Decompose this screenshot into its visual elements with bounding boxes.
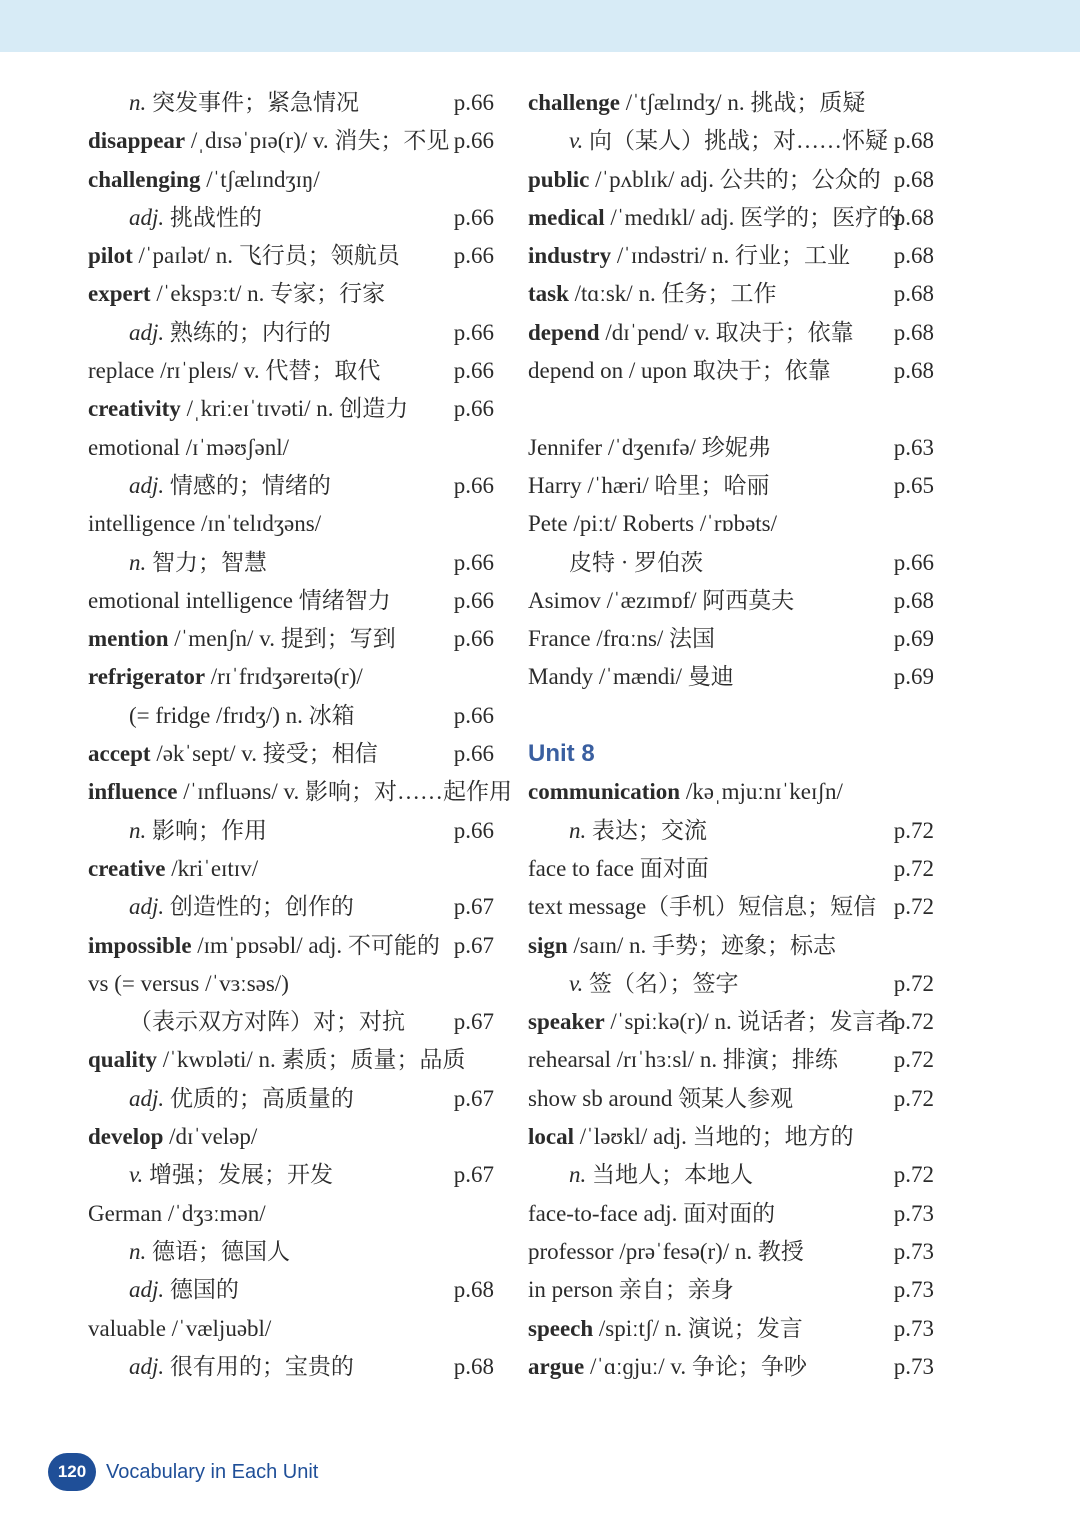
entry-text: [528, 818, 707, 843]
headword: accept: [88, 741, 151, 767]
entry-text: [88, 550, 267, 575]
headword: quality: [88, 1047, 158, 1073]
definition: /ˈpaɪlət/ n. 飞行员；领航员: [138, 243, 400, 269]
vocab-entry: [528, 505, 934, 543]
entry-text: [88, 1124, 257, 1149]
headword: mention: [88, 626, 169, 652]
proper-names-list: [528, 429, 934, 697]
vocab-entry: [528, 161, 934, 199]
definition: show sb around 领某人参观: [528, 1085, 794, 1111]
page-reference: p.66: [453, 587, 494, 613]
part-of-speech: adj.: [129, 319, 165, 345]
page-reference: p.72: [893, 1162, 934, 1188]
definition: /ˈkwɒləti/ n. 素质；质量；品质: [162, 1047, 466, 1073]
entry-text: [88, 281, 385, 306]
vocab-entry: [88, 429, 494, 467]
vocab-entry: [528, 1233, 934, 1271]
entry-text: [88, 588, 391, 613]
vocab-entry: [528, 927, 934, 965]
part-of-speech: v.: [129, 1162, 144, 1188]
part-of-speech: adj.: [129, 1353, 165, 1379]
page-reference: p.67: [453, 932, 494, 958]
definition: 德国的: [169, 1277, 239, 1303]
vocab-entry: [528, 544, 934, 582]
vocab-entry: [528, 314, 934, 352]
entry-text: [528, 779, 843, 804]
definition: /ˈspiːkə(r)/ n. 说话者；发言者: [610, 1009, 899, 1035]
entry-text: [88, 1009, 405, 1034]
entry-text: [528, 933, 836, 958]
part-of-speech: n.: [569, 817, 587, 843]
headword: disappear: [88, 128, 186, 154]
headword: communication: [528, 779, 681, 805]
entry-text: [528, 626, 715, 651]
headword: argue: [528, 1353, 585, 1379]
part-of-speech: v.: [569, 970, 584, 996]
vocab-entry: [88, 1195, 494, 1233]
entry-text: [528, 243, 850, 268]
entry-text: [528, 1162, 753, 1187]
definition: 当地人；本地人: [592, 1162, 753, 1188]
vocab-entry: [88, 352, 494, 390]
page-reference: p.68: [893, 281, 934, 307]
definition: /əkˈsept/ v. 接受；相信: [156, 741, 378, 767]
entry-text: [88, 856, 258, 881]
page-reference: p.73: [893, 1315, 934, 1341]
page-reference: p.68: [453, 1277, 494, 1303]
vocab-entry: [528, 1003, 934, 1041]
vocab-entry: [528, 1348, 934, 1386]
entry-text: [528, 664, 734, 689]
entry-text: [88, 1239, 290, 1264]
entry-text: [528, 511, 777, 536]
page-reference: p.66: [453, 817, 494, 843]
vocab-entry: [528, 1310, 934, 1348]
definition: /rɪˈfrɪdʒəreɪtə(r)/: [210, 664, 363, 690]
entry-text: [88, 1047, 466, 1072]
definition: /ˈɪndəstri/ n. 行业；工业: [616, 243, 851, 269]
definition: /spiːtʃ/ n. 演说；发言: [598, 1315, 803, 1341]
headword: public: [528, 166, 590, 192]
definition: 影响；作用: [152, 817, 267, 843]
definition: professor /prəˈfesə(r)/ n. 教授: [528, 1238, 804, 1264]
vocab-entry: [528, 888, 934, 926]
vocab-entry: [88, 812, 494, 850]
page-reference: p.66: [453, 626, 494, 652]
part-of-speech: n.: [129, 817, 147, 843]
definition: /ˈtʃælɪndʒ/ n. 挑战；质疑: [625, 90, 866, 115]
headword: expert: [88, 281, 151, 307]
vocab-entry: [88, 505, 494, 543]
definition: /tɑːsk/ n. 任务；工作: [574, 281, 777, 307]
page-reference: p.72: [893, 894, 934, 920]
vocab-entry: [88, 467, 494, 505]
headword: local: [528, 1124, 574, 1150]
vocab-entry: [88, 314, 494, 352]
entry-text: [528, 128, 888, 153]
entry-text: [88, 1086, 354, 1111]
definition: 皮特 · 罗伯茨: [569, 549, 704, 575]
vocab-entry: [528, 1118, 934, 1156]
vocab-entry: [528, 1041, 934, 1079]
entry-text: [88, 1354, 354, 1379]
page-reference: p.65: [893, 472, 934, 498]
page-number-badge: 120: [48, 1453, 96, 1491]
page-reference: p.66: [453, 702, 494, 728]
vocab-entry: [88, 927, 494, 965]
vocab-entry: [88, 237, 494, 275]
vocab-entry: [528, 237, 934, 275]
part-of-speech: adj.: [129, 472, 165, 498]
definition: emotional intelligence 情绪智力: [88, 587, 391, 613]
entry-text: [88, 779, 512, 804]
entry-text: [528, 1316, 803, 1341]
definition: /kəˌmjuːnɪˈkeɪʃn/: [685, 779, 843, 805]
definition: text message（手机）短信息；短信: [528, 894, 877, 920]
entry-text: [528, 167, 881, 192]
vocab-entry: [88, 544, 494, 582]
page-reference: p.73: [893, 1200, 934, 1226]
entry-text: [88, 664, 363, 689]
vocab-entry: [88, 84, 494, 122]
entry-text: [528, 971, 739, 996]
page-reference: p.72: [893, 1047, 934, 1073]
part-of-speech: n.: [129, 90, 147, 115]
vocab-entry: [528, 84, 934, 122]
page-reference: p.66: [893, 549, 934, 575]
vocab-entry: [88, 275, 494, 313]
definition: 挑战性的: [169, 204, 262, 230]
headword: influence: [88, 779, 178, 805]
page-reference: p.68: [893, 166, 934, 192]
entry-text: [88, 128, 449, 153]
page-reference: p.72: [893, 817, 934, 843]
vocab-entry: [528, 467, 934, 505]
definition: vs (= versus /ˈvɜːsəs/): [88, 970, 289, 996]
entry-text: [88, 358, 380, 383]
page-reference: p.66: [453, 396, 494, 422]
vocab-entry: [88, 658, 494, 696]
entry-text: [528, 1086, 793, 1111]
page-reference: p.66: [453, 128, 494, 154]
unit8-vocab-list: [528, 773, 934, 1386]
definition: /ˈmenʃn/ v. 提到；写到: [174, 626, 396, 652]
vocab-entry: [528, 1195, 934, 1233]
definition: Harry /ˈhæri/ 哈里；哈丽: [528, 472, 770, 498]
definition: Asimov /ˈæzɪmɒf/ 阿西莫夫: [528, 587, 795, 613]
vocab-entry: [528, 199, 934, 237]
page-reference: p.68: [893, 587, 934, 613]
vocab-entry: [88, 965, 494, 1003]
definition: valuable /ˈvæljuəbl/: [88, 1315, 272, 1341]
headword: sign: [528, 932, 568, 958]
page-reference: p.66: [453, 319, 494, 345]
headword: task: [528, 281, 569, 307]
vocab-entry: [88, 620, 494, 658]
footer-title: Vocabulary in Each Unit: [106, 1460, 319, 1483]
headword: speech: [528, 1315, 594, 1341]
definition: 德语；德国人: [152, 1238, 290, 1264]
entry-text: [88, 167, 320, 192]
definition: /ˈtʃælɪndʒɪŋ/: [206, 166, 320, 192]
headword: pilot: [88, 243, 133, 269]
left-column: [88, 84, 512, 1386]
definition: /ˈləʊkl/ adj. 当地的；地方的: [579, 1124, 854, 1150]
vocab-entry: [88, 390, 494, 428]
page-reference: p.67: [453, 1162, 494, 1188]
vocab-entry: [88, 1118, 494, 1156]
right-column-vocab-list: [528, 84, 934, 390]
definition: (= fridge /frɪdʒ/) n. 冰箱: [129, 702, 355, 728]
vocab-entry: [528, 1080, 934, 1118]
page-reference: p.72: [893, 1085, 934, 1111]
part-of-speech: adj.: [129, 204, 165, 230]
page-reference: p.67: [453, 1009, 494, 1035]
vocab-entry: [88, 773, 512, 811]
headword: develop: [88, 1124, 164, 1150]
page-reference: p.67: [453, 1085, 494, 1111]
definition: /kriˈeɪtɪv/: [171, 855, 259, 881]
page-reference: p.67: [453, 894, 494, 920]
entry-text: [88, 396, 408, 421]
definition: replace /rɪˈpleɪs/ v. 代替；取代: [88, 358, 381, 384]
definition: face to face 面对面: [528, 855, 709, 881]
page-reference: p.68: [453, 1353, 494, 1379]
vocab-entry: [88, 1233, 494, 1271]
definition: /ˈpʌblɪk/ adj. 公共的；公众的: [595, 166, 881, 192]
entry-text: [88, 90, 359, 115]
entry-text: [88, 741, 378, 766]
page-reference: p.73: [893, 1238, 934, 1264]
entry-text: [88, 473, 331, 498]
entry-text: [88, 1277, 239, 1302]
vocab-entry: [88, 1310, 494, 1348]
vocab-entry: [88, 1271, 494, 1309]
definition: /ˌkriːeɪˈtɪvəti/ n. 创造力: [186, 396, 409, 422]
definition: /ˌdɪsəˈpɪə(r)/ v. 消失；不见: [190, 128, 450, 154]
definition: rehearsal /rɪˈhɜːsl/ n. 排演；排练: [528, 1047, 838, 1073]
entry-text: [528, 1009, 899, 1034]
entry-text: [88, 894, 354, 919]
definition: face-to-face adj. 面对面的: [528, 1200, 776, 1226]
vocab-entry: [528, 275, 934, 313]
vocab-entry: [528, 1156, 934, 1194]
vocab-entry: [88, 697, 494, 735]
entry-text: [528, 1201, 775, 1226]
vocab-entry: [528, 122, 934, 160]
headword: creative: [88, 855, 166, 881]
definition: /ˈɑːɡjuː/ v. 争论；争吵: [589, 1353, 807, 1379]
part-of-speech: n.: [129, 549, 147, 575]
definition: intelligence /ɪnˈtelɪdʒəns/: [88, 511, 322, 537]
definition: /ˈɪnfluəns/ v. 影响；对……起作用: [183, 779, 512, 805]
entry-text: [528, 894, 876, 919]
headword: creativity: [88, 396, 181, 422]
headword: challenge: [528, 90, 620, 115]
definition: 情感的；情绪的: [169, 472, 331, 498]
definition: /ˈmedɪkl/ adj. 医学的；医疗的: [610, 204, 902, 230]
vocab-entry: [528, 620, 934, 658]
vocab-entry: [528, 965, 934, 1003]
vocab-entry: [88, 735, 494, 773]
definition: 很有用的；宝贵的: [169, 1353, 354, 1379]
entry-text: [528, 1239, 804, 1264]
definition: （表示双方对阵）对；对抗: [129, 1009, 405, 1035]
definition: 向（某人）挑战；对……怀疑: [589, 128, 889, 154]
entry-text: [88, 435, 289, 460]
vocab-entry: [88, 582, 494, 620]
top-color-band: [0, 0, 1080, 52]
vocab-entry: [528, 582, 934, 620]
definition: 增强；发展；开发: [149, 1162, 334, 1188]
entry-text: [528, 550, 703, 575]
page-reference: p.68: [893, 319, 934, 345]
part-of-speech: v.: [569, 128, 584, 154]
entry-text: [88, 933, 440, 958]
headword: refrigerator: [88, 664, 206, 690]
right-column: [528, 84, 934, 1386]
entry-text: [528, 1124, 854, 1149]
definition: emotional /ɪˈməʊʃənl/: [88, 434, 290, 460]
entry-text: [88, 1316, 271, 1341]
headword: speaker: [528, 1009, 605, 1035]
definition: France /frɑːns/ 法国: [528, 626, 716, 652]
part-of-speech: adj.: [129, 894, 165, 920]
vocab-entry: [528, 658, 934, 696]
entry-text: [528, 856, 709, 881]
entry-text: [528, 320, 854, 345]
entry-text: [528, 281, 776, 306]
entry-text: [528, 205, 901, 230]
definition: 表达；交流: [592, 817, 707, 843]
part-of-speech: n.: [569, 1162, 587, 1188]
entry-text: [88, 205, 262, 230]
entry-text: [528, 588, 794, 613]
vocab-entry: [528, 429, 934, 467]
part-of-speech: n.: [129, 1238, 147, 1264]
page-reference: p.66: [453, 472, 494, 498]
entry-text: [88, 818, 267, 843]
page-reference: p.68: [893, 243, 934, 269]
unit-heading: Unit 8: [528, 740, 595, 768]
definition: in person 亲自；亲身: [528, 1277, 734, 1303]
headword: industry: [528, 243, 612, 269]
definition: /ɪmˈpɒsəbl/ adj. 不可能的: [197, 932, 440, 958]
spacer: [528, 390, 934, 428]
definition: 熟练的；内行的: [169, 319, 331, 345]
entry-text: [528, 358, 831, 383]
vocab-entry: [528, 1271, 934, 1309]
page-reference: p.66: [453, 549, 494, 575]
vocab-entry: [528, 850, 934, 888]
page-reference: p.72: [893, 855, 934, 881]
vocab-entry: [528, 812, 934, 850]
page-reference: p.68: [893, 358, 934, 384]
definition: /dɪˈveləp/: [169, 1124, 258, 1150]
headword: challenging: [88, 166, 201, 192]
page-reference: p.66: [453, 741, 494, 767]
entry-text: [528, 1354, 807, 1379]
vocab-entry: [88, 1156, 494, 1194]
page-reference: p.69: [893, 664, 934, 690]
headword: medical: [528, 204, 605, 230]
page-reference: p.69: [893, 626, 934, 652]
vocab-entry: [88, 888, 494, 926]
definition: /dɪˈpend/ v. 取决于；依靠: [605, 319, 854, 345]
vocab-entry: [88, 199, 494, 237]
entry-text: [528, 435, 771, 460]
entry-text: [528, 1277, 734, 1302]
definition: /saɪn/ n. 手势；迹象；标志: [573, 932, 836, 958]
vocab-entry: [88, 1041, 494, 1079]
vocab-entry: [88, 1003, 494, 1041]
vocab-entry: [88, 1348, 494, 1386]
definition: 突发事件；紧急情况: [152, 90, 359, 115]
headword: depend: [528, 319, 600, 345]
page-reference: p.68: [893, 128, 934, 154]
vocab-entry: [528, 352, 934, 390]
part-of-speech: adj.: [129, 1277, 165, 1303]
entry-text: [88, 626, 396, 651]
page-reference: p.73: [893, 1353, 934, 1379]
definition: 创造性的；创作的: [169, 894, 354, 920]
page-reference: p.66: [453, 358, 494, 384]
vocab-entry: [88, 161, 494, 199]
definition: Pete /piːt/ Roberts /ˈrɒbəts/: [528, 511, 778, 537]
page-footer: [48, 1452, 318, 1492]
entry-text: [88, 703, 355, 728]
definition: depend on / upon 取决于；依靠: [528, 358, 831, 384]
vocab-entry: [88, 850, 494, 888]
entry-text: [88, 1201, 266, 1226]
part-of-speech: adj.: [129, 1085, 165, 1111]
entry-text: [88, 320, 331, 345]
entry-text: [528, 1047, 838, 1072]
vocab-entry: [528, 773, 934, 811]
page-reference: p.66: [453, 204, 494, 230]
entry-text: [88, 1162, 333, 1187]
page-reference: p.66: [453, 90, 494, 115]
definition: 签（名）；签字: [589, 970, 739, 996]
vocab-entry: [88, 1080, 494, 1118]
page-reference: p.66: [453, 243, 494, 269]
headword: impossible: [88, 932, 192, 958]
page-reference: p.72: [893, 970, 934, 996]
page-reference: p.72: [893, 1009, 934, 1035]
entry-text: [88, 243, 400, 268]
definition: /ˈekspɜːt/ n. 专家；行家: [156, 281, 386, 307]
definition: 优质的；高质量的: [169, 1085, 354, 1111]
entry-text: [528, 473, 769, 498]
entry-text: [88, 971, 289, 996]
page-reference: p.68: [893, 204, 934, 230]
page-reference: p.73: [893, 1277, 934, 1303]
entry-text: [88, 511, 321, 536]
page-reference: p.63: [893, 434, 934, 460]
vocab-entry: [88, 122, 494, 160]
spacer: [528, 697, 934, 735]
definition: Jennifer /ˈdʒenɪfə/ 珍妮弗: [528, 434, 771, 460]
entry-text: [528, 90, 865, 115]
definition: 智力；智慧: [152, 549, 267, 575]
definition: Mandy /ˈmændi/ 曼迪: [528, 664, 734, 690]
definition: German /ˈdʒɜːmən/: [88, 1200, 266, 1226]
